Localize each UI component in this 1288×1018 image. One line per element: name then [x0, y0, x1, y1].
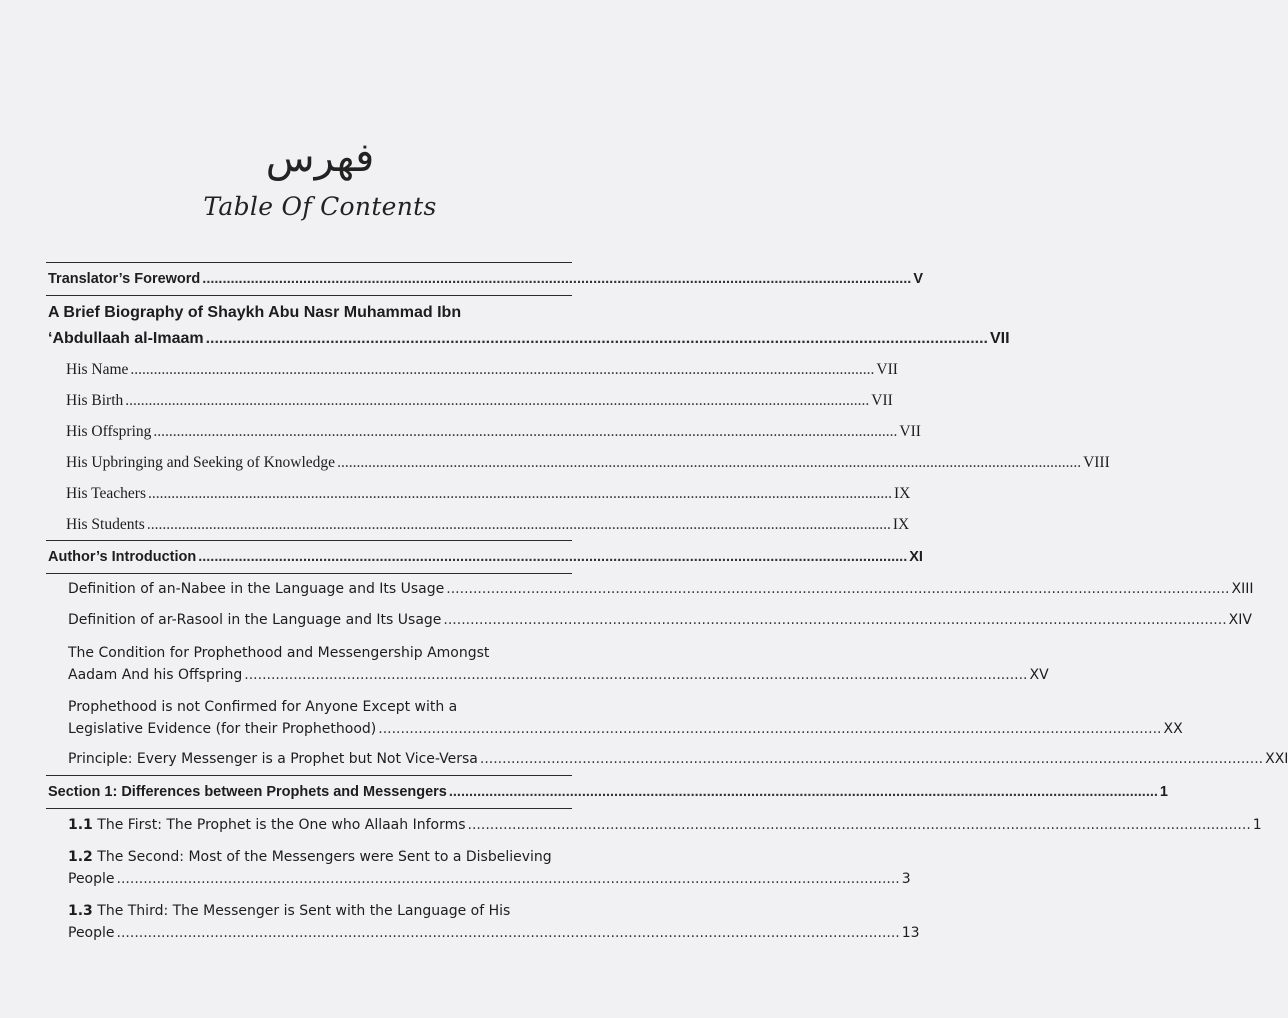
entry-page: 1 [1159, 784, 1168, 800]
toc-entry-biography[interactable] [48, 296, 1010, 354]
leader-dots: ................................................................................................................................................................................ [205, 330, 988, 347]
entry-title-line2: People [68, 925, 115, 941]
entry-page: 1 [1252, 817, 1262, 833]
entry-title: His Teachers [66, 485, 146, 502]
leader-dots: ................................................................................................................................................................................ [116, 871, 900, 887]
arabic-heading: فهرس [265, 135, 375, 181]
entry-title-line2: Legislative Evidence (for their Prophethood) [68, 721, 377, 737]
toc-entry-translators-foreword[interactable] [48, 263, 923, 295]
entry-page: VII [871, 392, 893, 409]
leader-dots: ................................................................................................................................................................................ [443, 612, 1227, 628]
entry-title-line1: The Third: The Messenger is Sent with the Language of His [92, 903, 511, 919]
entry-page: 13 [901, 925, 920, 941]
entry-page: XXI [1265, 751, 1288, 767]
toc-entry-definition-rasool[interactable] [48, 605, 1252, 636]
entry-page: XI [909, 549, 923, 565]
entry-title: His Name [66, 361, 129, 378]
toc-entry-his-teachers[interactable] [48, 478, 911, 509]
entry-number: 1.3 [68, 903, 93, 919]
entry-title: His Upbringing and Seeking of Knowledge [66, 454, 336, 471]
toc-entry-his-birth[interactable] [48, 385, 893, 416]
leader-dots: ................................................................................................................................................................................................ [153, 423, 898, 440]
toc-entry-authors-introduction[interactable] [48, 541, 923, 573]
leader-dots: ................................................................................................................................................................................................ [130, 361, 875, 378]
entry-title: Definition of ar-Rasool in the Language and Its Usage [68, 612, 442, 628]
leader-dots: ................................................................................................................................................................................ [467, 817, 1251, 833]
entry-page: VII [989, 330, 1010, 347]
toc-entry-section-1[interactable] [48, 776, 1168, 808]
toc-entry-principle[interactable] [48, 744, 1288, 775]
entry-page: XX [1163, 721, 1183, 737]
entry-page: IX [893, 485, 911, 502]
entry-page: XIII [1231, 581, 1254, 597]
toc-entry-condition-prophethood[interactable] [48, 636, 1049, 690]
leader-dots: ................................................................................................................................................................................ [479, 751, 1264, 767]
entry-title-line2: Aadam And his Offspring [68, 667, 243, 683]
entry-page: VIII [1083, 454, 1110, 471]
entry-page: V [913, 271, 923, 287]
entry-page: 3 [901, 871, 911, 887]
entry-title: His Students [66, 516, 145, 533]
leader-dots: ................................................................................................................................................................................ [116, 925, 900, 941]
toc-entry-his-offspring[interactable] [48, 416, 921, 447]
entry-title-line2: People [68, 871, 115, 887]
leader-dots: ................................................................................................................................................................................................ [146, 516, 891, 533]
entry-title: Definition of an-Nabee in the Language and Its Usage [68, 581, 445, 597]
leader-dots: ................................................................................................................................................................................ [448, 784, 1158, 800]
leader-dots: ................................................................................................................................................................................ [244, 667, 1028, 683]
entry-title: The First: The Prophet is the One who Allaah Informs [92, 817, 466, 833]
leader-dots: ................................................................................................................................................................................ [202, 271, 912, 287]
entry-number: 1.1 [68, 817, 93, 833]
toc-entry-1-2[interactable] [48, 841, 911, 895]
toc-entry-his-students[interactable] [48, 509, 910, 540]
table-of-contents [48, 262, 1288, 949]
toc-entry-his-name[interactable] [48, 354, 898, 385]
entry-title-line1: The Second: Most of the Messengers were Sent to a Disbelieving [92, 849, 552, 865]
page-title: Table Of Contents [203, 192, 437, 221]
toc-entry-definition-nabee[interactable] [48, 574, 1254, 605]
entry-page: XV [1029, 667, 1049, 683]
toc-entry-1-1[interactable] [48, 809, 1262, 841]
entry-title-line1: A Brief Biography of Shaykh Abu Nasr Muhammad Ibn [48, 304, 462, 321]
leader-dots: ................................................................................................................................................................................ [446, 581, 1230, 597]
entry-title: His Offspring [66, 423, 152, 440]
toc-entry-prophethood-evidence[interactable] [48, 690, 1183, 744]
toc-entry-1-3[interactable] [48, 895, 920, 949]
entry-title: Translator’s Foreword [48, 271, 201, 287]
entry-page: XIV [1228, 612, 1252, 628]
entry-title: Author’s Introduction [48, 549, 197, 565]
entry-title-line2: ‘Abdullaah al-Imaam [48, 330, 204, 347]
leader-dots: ................................................................................................................................................................................................ [125, 392, 870, 409]
entry-page: IX [892, 516, 910, 533]
leader-dots: ................................................................................................................................................................................................ [147, 485, 892, 502]
entry-title-line1: Prophethood is not Confirmed for Anyone Except with a [68, 699, 458, 715]
entry-title: His Birth [66, 392, 124, 409]
toc-entry-his-upbringing[interactable] [48, 447, 1110, 478]
entry-page: VII [899, 423, 921, 440]
leader-dots: ................................................................................................................................................................................ [378, 721, 1162, 737]
entry-title: Section 1: Differences between Prophets and Messengers [48, 784, 447, 800]
entry-title: Principle: Every Messenger is a Prophet but Not Vice-Versa [68, 751, 478, 767]
entry-title-line1: The Condition for Prophethood and Messengership Amongst [68, 645, 490, 661]
entry-page: VII [876, 361, 898, 378]
leader-dots: ................................................................................................................................................................................................ [337, 454, 1082, 471]
entry-number: 1.2 [68, 849, 93, 865]
leader-dots: ................................................................................................................................................................................ [198, 549, 908, 565]
